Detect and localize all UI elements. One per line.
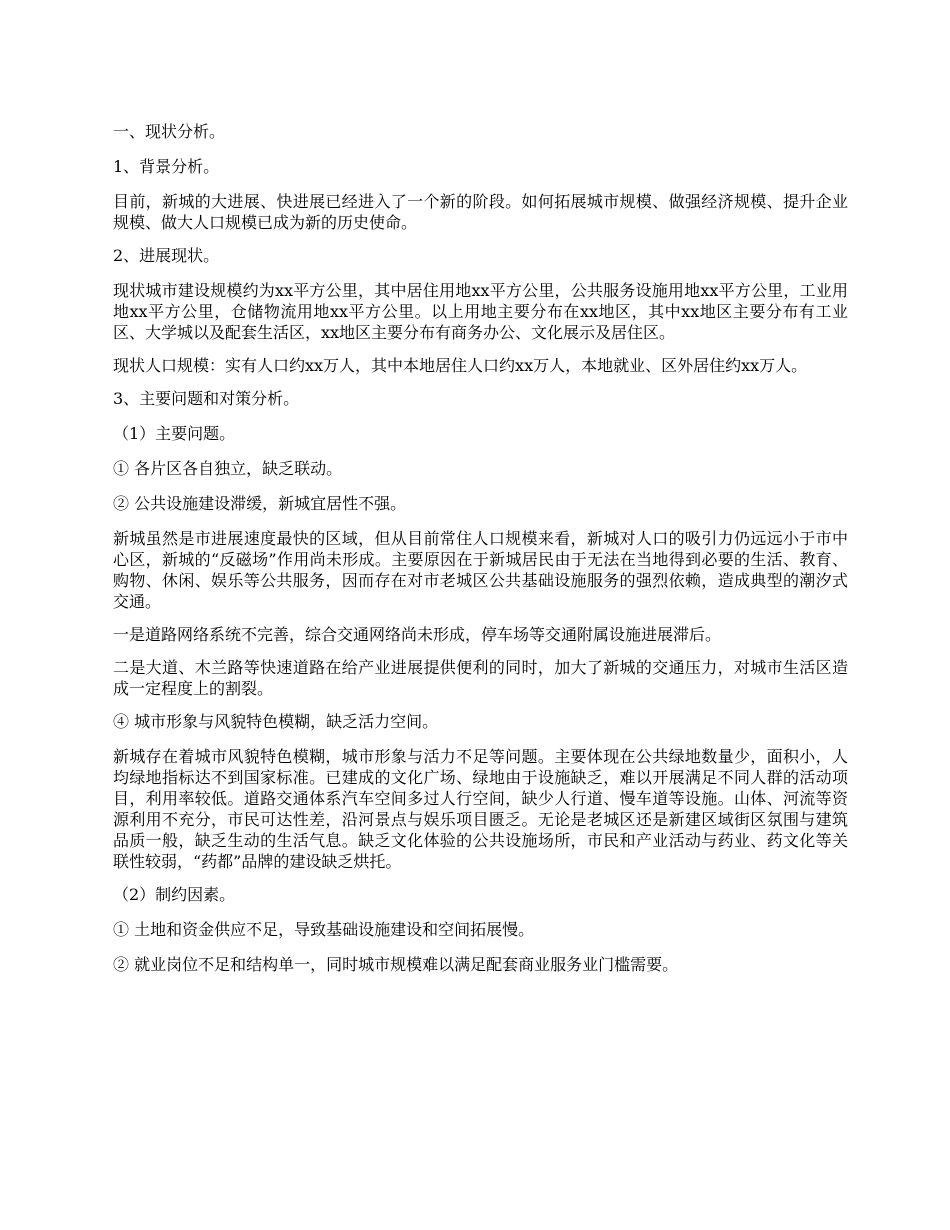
- problem-item-4: ④ 城市形象与风貌特色模糊，缺乏活力空间。: [113, 712, 439, 731]
- section-heading-status-analysis: 一、现状分析。: [113, 122, 226, 141]
- subheading-background: 1、背景分析。: [113, 157, 220, 176]
- constraint-item-1: ① 土地和资金供应不足，导致基础设施建设和空间拓展慢。: [113, 920, 535, 939]
- paragraph-public-facilities: 新城虽然是市进展速度最快的区域，但从目前常住人口规模来看，新城对人口的吸引力仍远远小于市中心区，新城的“反磁场”作用尚未形成。主要原因在于新城居民由于无法在当地得到必要的生活、教育、购物、休闲、娱乐等公共服务，因而存在对市老城区公共基础设施服务的强烈依赖，造成典型的潮汐式交通。: [113, 529, 848, 611]
- problem-item-1: ① 各片区各自独立，缺乏联动。: [113, 459, 343, 478]
- paragraph-background: 目前，新城的大进展、快进展已经进入了一个新的阶段。如何拓展城市规模、做强经济规模、提升企业规模、做大人口规模已成为新的历史使命。: [113, 192, 848, 232]
- subheading-main-problems: （1）主要问题。: [113, 424, 236, 443]
- constraint-item-2: ② 就业岗位不足和结构单一，同时城市规模难以满足配套商业服务业门槛需要。: [113, 955, 679, 974]
- subheading-problems-countermeasures: 3、主要问题和对策分析。: [113, 389, 300, 408]
- paragraph-population: 现状人口规模：实有人口约xx万人，其中本地居住人口约xx万人，本地就业、区外居住约xx万人。: [113, 356, 808, 375]
- paragraph-city-image: 新城存在着城市风貌特色模糊，城市形象与活力不足等问题。主要体现在公共绿地数量少，面积小，人均绿地指标达不到国家标准。已建成的文化广场、绿地由于设施缺乏，难以开展满足不同人群的活动项目，利用率较低。道路交通体系汽车空间多过人行空间，缺少人行道、慢车道等设施。山体、河流等资源利用不充分，市民可达性差，沿河景点与娱乐项目匮乏。无论是老城区还是新建区域街区氛围与建筑品质一般，缺乏生动的生活气息。缺乏文化体验的公共设施场所，市民和产业活动与药业、药文化等关联性较弱，“药都”品牌的建设缺乏烘托。: [113, 747, 848, 871]
- paragraph-expressway: 二是大道、木兰路等快速道路在给产业进展提供便利的同时，加大了新城的交通压力，对城市生活区造成一定程度上的割裂。: [113, 658, 848, 698]
- subheading-constraints: （2）制约因素。: [113, 885, 236, 904]
- document-body: [113, 121, 848, 989]
- subheading-progress-status: 2、进展现状。: [113, 246, 220, 265]
- paragraph-land-use: 现状城市建设规模约为xx平方公里，其中居住用地xx平方公里，公共服务设施用地xx平方公里，工业用地xx平方公里，仓储物流用地xx平方公里。以上用地主要分布在xx地区，其中xx地区主要分布有工业区、大学城以及配套生活区，xx地区主要分布有商务办公、文化展示及居住区。: [113, 281, 848, 342]
- problem-item-2: ② 公共设施建设滞缓，新城宜居性不强。: [113, 494, 407, 513]
- paragraph-road-network: 一是道路网络系统不完善，综合交通网络尚未形成，停车场等交通附属设施进展滞后。: [113, 625, 722, 644]
